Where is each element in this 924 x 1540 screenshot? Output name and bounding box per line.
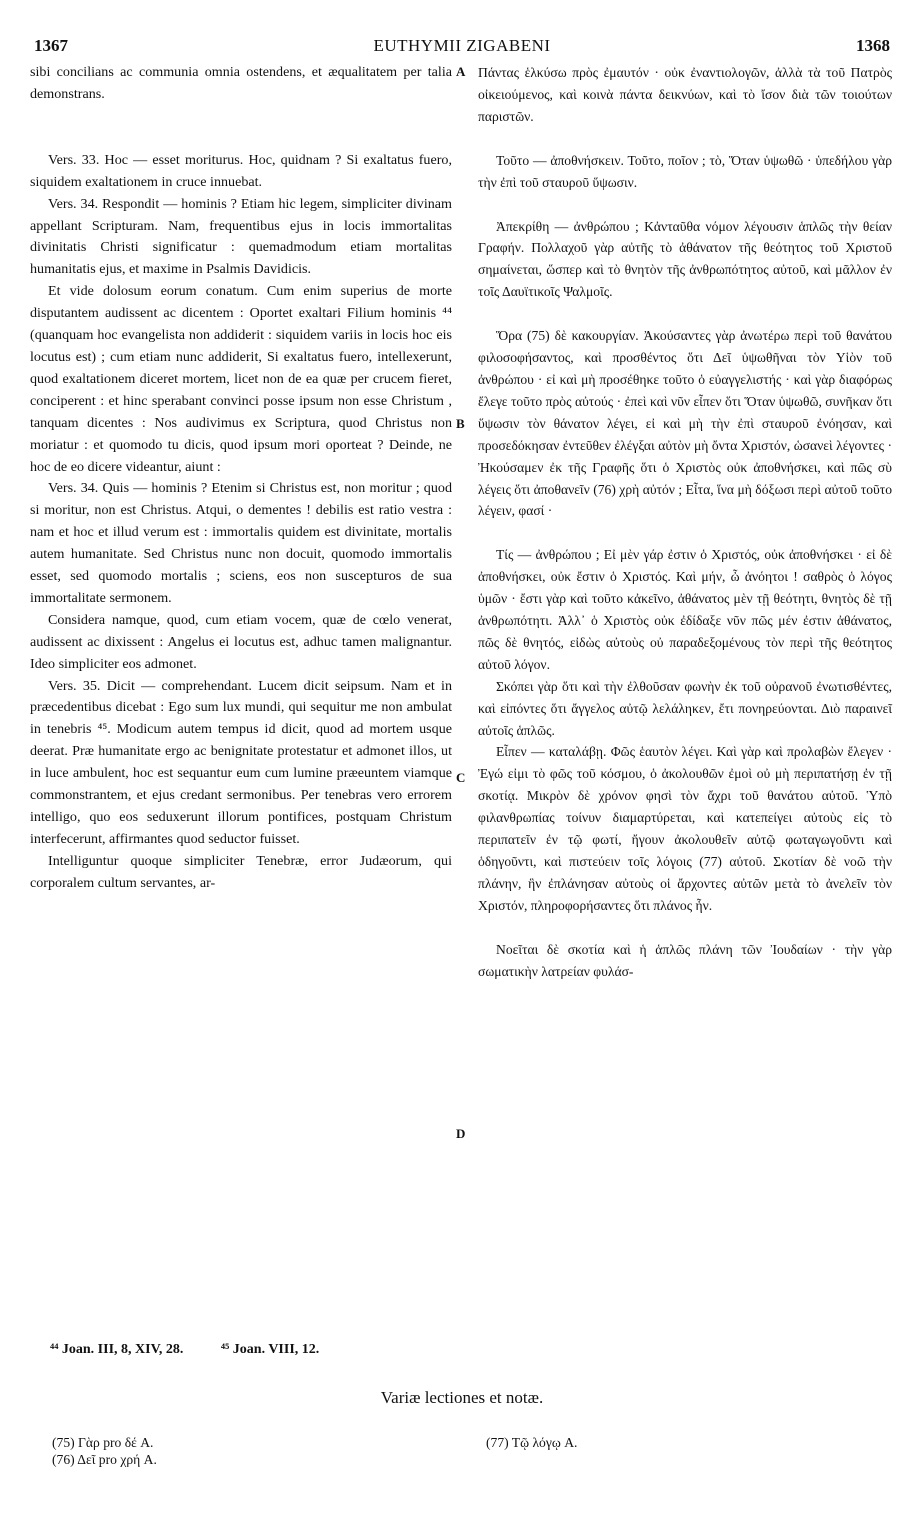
- greek-paragraph: Εἶπεν — καταλάβῃ. Φῶς ἑαυτὸν λέγει. Καὶ γὰρ καὶ προλαβὼν ἔλεγεν · Ἐγώ εἰμι τὸ φῶς τοῦ κόσμου, ὁ ἀκολουθῶν ἐμοὶ οὐ μὴ περιπατήσῃ ἐν τῇ σκοτίᾳ. Μικρὸν δὲ χρόνον φησὶ τὸν ἄχρι τοῦ θανάτου αὐτοῦ. Ὑπὸ φιλανθρωπίας τοίνυν διαμαρτύρεται, καὶ κατεπείγει αὐτοὺς εἰς τὸ περιπατεῖν ἐν τῷ φωτί, ἤγουν ἀκολουθεῖν αὐτῷ φωταγωγοῦντι καὶ ὁδηγοῦντι, καὶ πιστεύειν τοῖς λόγοις (77) αὐτοῦ. Σκοτίαν δὲ νοῶ τὴν πλάνην, ἣν ἐπλάνησαν αὐτοὺς οἱ ἄρχοντες αὐτῶν μετὰ τὸ ἀνελεῖν τὸν Χριστόν, πληροφορήσαντες ὅτι πλάνος ἦν.: [478, 744, 892, 913]
- variae-left: [52, 1434, 157, 1468]
- column-marker-b: B: [456, 416, 465, 431]
- running-title: EUTHYMII ZIGABENI: [373, 36, 551, 55]
- variae-right: [486, 1434, 577, 1451]
- greek-paragraph: Νοεῖται δὲ σκοτία καὶ ἡ ἁπλῶς πλάνη τῶν Ἰουδαίων · τὴν γὰρ σωματικὴν λατρείαν φυλάσ-: [478, 941, 892, 979]
- latin-paragraph: Considera namque, quod, cum etiam vocem, quæ de cœlo venerat, audissent ac dixissent : Angelus ei locutus est, adhuc tamen malignantur. Ideo simpliciter eos admonet.: [30, 611, 452, 672]
- variant-note: (76) Δεῖ pro χρή A.: [52, 1452, 157, 1467]
- variant-note: (75) Γὰρ pro δέ A.: [52, 1435, 154, 1450]
- footnote: ⁴⁴ Joan. III, 8, XIV, 28.: [50, 1342, 184, 1357]
- latin-paragraph: Vers. 34. Respondit — hominis ? Etiam hic legem, simpliciter divinam appellant Scripturam. Nam, frequentibus ejus in locis immortalitas divinitatis Christi significatur : quemadmodum etiam mortalitas humanitatis ejus, et maxime in Psalmis Davidicis.: [30, 195, 452, 278]
- column-marker-c: C: [456, 770, 466, 785]
- greek-paragraph: Σκόπει γὰρ ὅτι καὶ τὴν ἐλθοῦσαν φωνὴν ἐκ τοῦ οὐρανοῦ ἐνωτισθέντες, καὶ εἰπόντες ὅτι ἄγγελος αὐτῷ λελάληκεν, ἔτι πονηρεύονται. Διὸ παραινεῖ αὐτοῖς ἁπλῶς.: [478, 678, 892, 738]
- latin-paragraph: Vers. 33. Hoc — esset moriturus. Hoc, quidnam ? Si exaltatus fuero, siquidem exaltationem in cruce innuebat.: [30, 151, 452, 190]
- greek-paragraph: Ὅρα (75) δὲ κακουργίαν. Ἀκούσαντες γὰρ ἀνωτέρω περὶ τοῦ θανάτου φιλοσοφήσαντος, καὶ προσθέντος ὅτι Δεῖ ὑψωθῆναι τὸν Υἱὸν τοῦ ἀνθρώπου · εἰ καὶ μὴ προσέθηκε τοῦτο ὁ εὐαγγελιστής · καὶ γὰρ διαφόρως ἔλεγε τοῦτο πρὸς αὐτούς · ἐπεὶ καὶ νῦν εἶπεν ὅτι Ὅταν ὑψωθῶ, συνῆκαν ὅτι ὕψωσιν τὸν θάνατον λέγει, εἰ καὶ μὴ τὴν ἐπὶ σταυροῦ ἐνόησαν, καὶ προσεδόκησαν ἐντεῦθεν ἐλέγξαι αὐτὸν μὴ ὄντα Χριστόν, ὡσανεὶ λέγοντες · Ἠκούσαμεν ἐκ τῆς Γραφῆς ὅτι ὁ Χριστὸς οὐκ ἀποθνήσκει, καὶ πῶς σὺ λέγεις ὅτι ἀποθανεῖν (76) χρὴ αὐτόν ; Εἶτα, ἵνα μὴ δόξωσι περὶ αὐτοῦ τοῦτο λέγειν, φασί ·: [478, 328, 892, 519]
- column-marker-d: D: [456, 1126, 466, 1141]
- latin-paragraph: Vers. 35. Dicit — comprehendant. Lucem dicit seipsum. Nam et in præcedentibus dicebat : Ego sum lux mundi, qui sequitur me non ambulat in tenebris ⁴⁵. Modicum autem tempus id dicit, quod ad mortem usque deerat. Præ humanitate ergo ac benignitate protestatur et admonet illos, ut in luce ambulent, hoc est sequantur eum cum lumine præeuntem viamque commonstrantem, et ejus credant sermonibus. Per tenebras vero errorem intelligo, quo eos seduxerunt illorum pontifices, postquam Christum interfecerunt, affirmantes quod seductor fuisset.: [30, 677, 452, 847]
- footnote: ⁴⁵ Joan. VIII, 12.: [220, 1342, 320, 1357]
- greek-paragraph: Τοῦτο — ἀποθνήσκειν. Τοῦτο, ποῖον ; τὸ, Ὅταν ὑψωθῶ · ὑπεδήλου γὰρ τὴν ἐπὶ τοῦ σταυροῦ ὕψωσιν.: [478, 152, 892, 190]
- latin-paragraph: Intelliguntur quoque simpliciter Tenebræ, error Judæorum, qui corporalem cultum servantes, ar-: [30, 852, 452, 891]
- greek-paragraph: Πάντας ἑλκύσω πρὸς ἐμαυτόν · οὐκ ἐναντιολογῶν, ἀλλὰ τὰ τοῦ Πατρὸς οἰκειούμενος, καὶ κοινὰ πάντα δεικνύων, καὶ τὸ ἴσον διὰ τῶν τοιούτων παριστῶν.: [478, 65, 892, 124]
- page-header: [26, 36, 898, 62]
- page-number-right: 1368: [856, 36, 890, 55]
- latin-column: [30, 62, 452, 895]
- latin-paragraph: sibi concilians ac communia omnia ostendens, et æqualitatem per talia demonstrans.: [30, 64, 452, 102]
- latin-paragraph: Vers. 34. Quis — hominis ? Etenim si Christus est, non moritur ; quod si moritur, non est Christus. Atqui, o dementes ! debilis est ratio vestra : nam et hoc et illud verum est : immortalis quidem est divinitate, mortalis autem humanitate. Sed Christus nunc non docuit, quomodo immortalis esset, sed quomodo mortalis ; sciens, eos non suscepturos de sua immortalitate sermonem.: [30, 480, 452, 606]
- page-number-left: 1367: [34, 36, 68, 55]
- greek-column: [478, 62, 892, 983]
- variae-lectiones-heading: Variæ lectiones et notæ.: [380, 1388, 544, 1407]
- column-marker-a: A: [456, 64, 466, 79]
- greek-paragraph: Τίς — ἀνθρώπου ; Εἰ μὲν γάρ ἐστιν ὁ Χριστός, οὐκ ἀποθνήσκει · εἰ δὲ ἀποθνήσκει, οὐκ ἔστιν ὁ Χριστός. Καὶ μήν, ὦ ἀνόητοι ! σαθρὸς ὁ λόγος ὑμῶν · ἔστι γὰρ καὶ τοῦτο κἀκεῖνο, ἀθάνατος μὲν τῇ θεότητι, θνητὸς δὲ τῇ ἀνθρωπότητι. Ἀλλ᾽ ὁ Χριστὸς οὐκ ἐδίδαξε νῦν πῶς μέν ἐστιν ἀθάνατος, πῶς δὲ θνητός, εἰδὼς αὐτοὺς οὐ παραδεξομένους τὸν περὶ τῆς θεότητος αὐτοῦ λόγον.: [478, 547, 892, 672]
- footnotes: [50, 1342, 353, 1358]
- greek-paragraph: Ἀπεκρίθη — ἀνθρώπου ; Κἀνταῦθα νόμον λέγουσιν ἁπλῶς τὴν θείαν Γραφήν. Πολλαχοῦ γὰρ αὐτῆς τὸ ἀθάνατον τῆς θεότητος τοῦ Χριστοῦ σημαίνεται, ὥσπερ καὶ τὸ θνητὸν τῆς ἀνθρωπότητος αὐτοῦ, καὶ μᾶλλον ἐν τοῖς Δαυϊτικοῖς Ψαλμοῖς.: [478, 218, 892, 300]
- variant-note: (77) Τῷ λόγῳ A.: [486, 1435, 578, 1450]
- latin-paragraph: Et vide dolosum eorum conatum. Cum enim superius de morte disputantem audissent ac dicentem : Oportet exaltari Filium hominis ⁴⁴ (quanquam hoc evangelista non addiderit : siquidem variis in locis hoc eis locutus est) ; cum etiam nunc addiderit, Si exaltatus fuero, intellexerunt, quod exaltationem diceret mortem, licet non de ea quæ per crucem fieret, conciperent : et hinc sperabant convinci posse ipsum non esse Christum , tanquam dicentes : Nos audivimus ex Scriptura, quod Christus non moriatur : et quomodo tu dicis, quod ipsum mori oporteat ? Deinde, ne hoc de eo dicere videantur, aiunt :: [30, 283, 452, 475]
